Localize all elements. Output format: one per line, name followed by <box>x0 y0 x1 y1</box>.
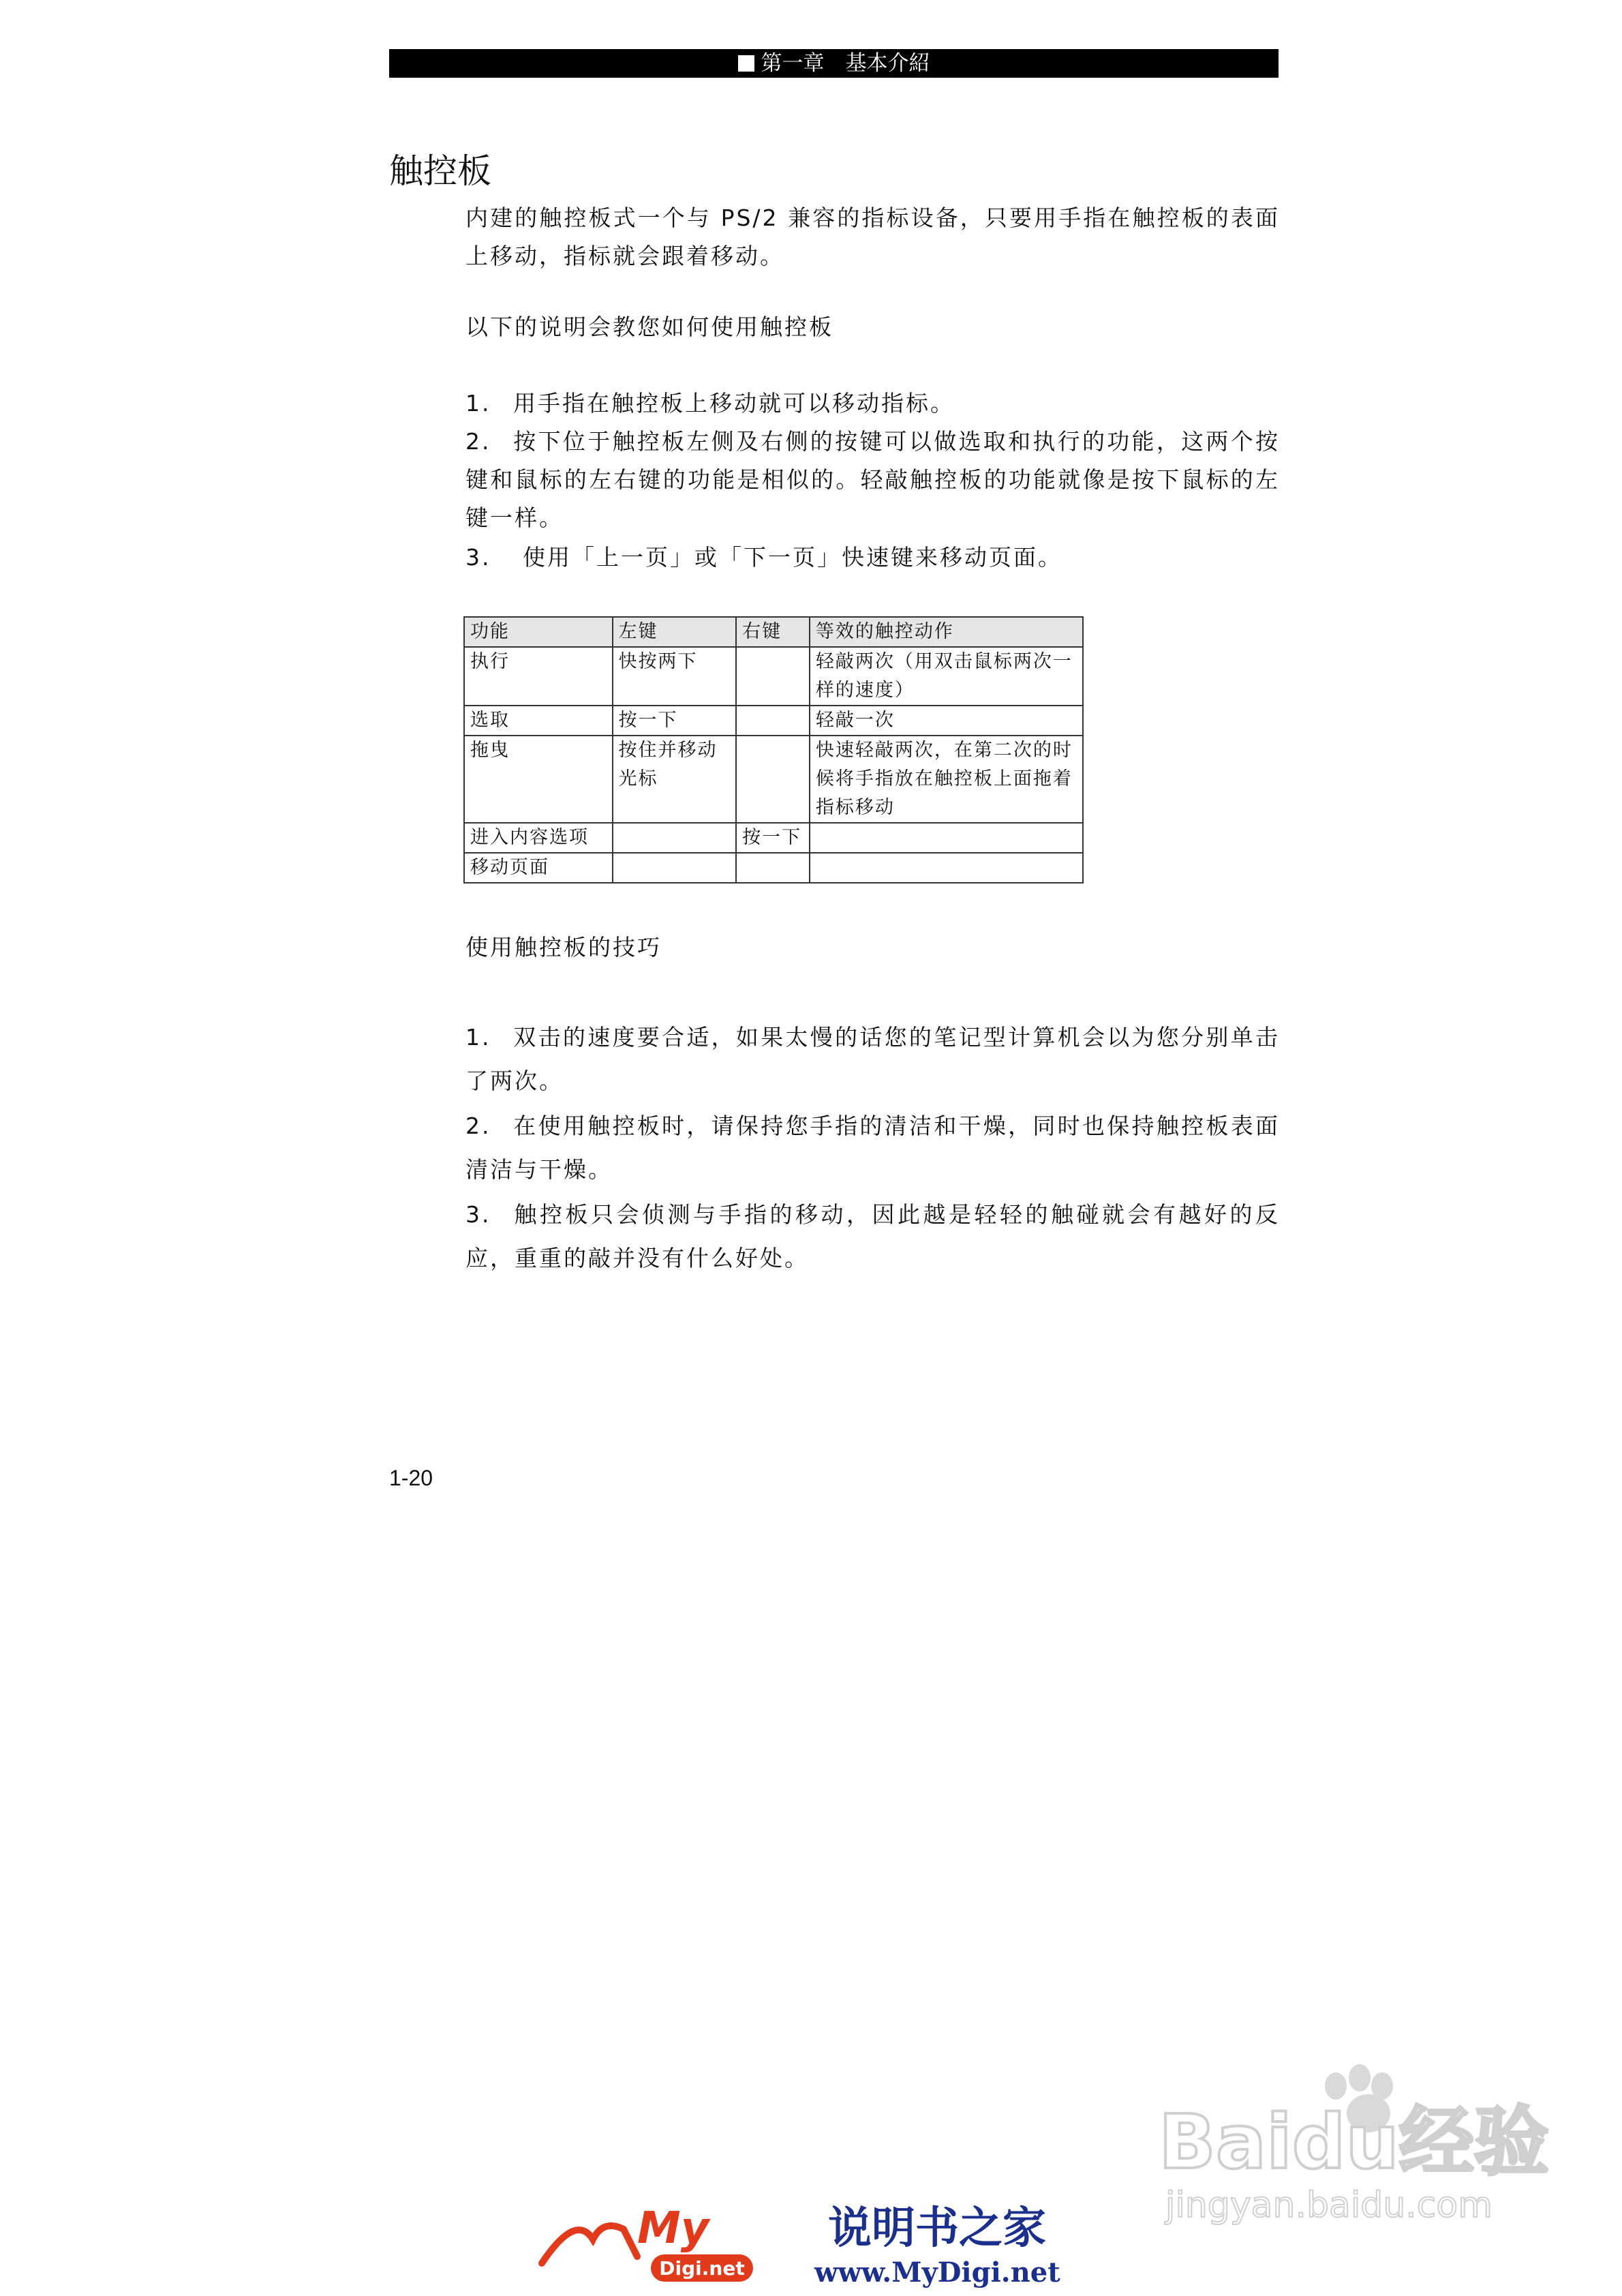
table-cell: 按住并移动光标 <box>613 736 737 823</box>
table-row <box>464 736 1083 823</box>
chapter-title: 第一章 基本介紹 <box>761 51 930 76</box>
list-text: 用手指在触控板上移动就可以移动指标。 <box>513 390 955 417</box>
table-cell <box>736 647 810 706</box>
table-header-cell: 右键 <box>736 617 810 647</box>
mydigi-badge-text: Digi.net <box>659 2257 745 2280</box>
intro-paragraph: 内建的触控板式一个与 PS/2 兼容的指标设备，只要用手指在触控板的表面上移动，指标就会跟着移动。 <box>465 205 1280 269</box>
list-number: 3. <box>465 544 491 571</box>
table-row <box>464 706 1083 736</box>
table-cell: 进入内容选项 <box>464 823 613 853</box>
table-cell: 按一下 <box>736 823 810 853</box>
mydigi-watermark-logo <box>535 2192 1128 2294</box>
list-text: 按下位于触控板左侧及右侧的按键可以做选取和执行的功能，这两个按键和鼠标的左右键的功能是相似的。轻敲触控板的功能就像是按下鼠标的左键一样。 <box>465 428 1280 531</box>
list-item <box>465 539 1280 577</box>
list-number: 1. <box>465 1024 491 1051</box>
table-row <box>464 647 1083 706</box>
table-cell: 快按两下 <box>613 647 737 706</box>
mydigi-logo-text: My <box>637 2203 709 2254</box>
table-cell: 轻敲两次（用双击鼠标两次一样的速度） <box>810 647 1083 706</box>
table-header-row <box>464 617 1083 647</box>
list-text: 触控板只会侦测与手指的移动，因此越是轻轻的触碰就会有越好的反应，重重的敲并没有什么好处。 <box>465 1201 1280 1271</box>
table-cell: 轻敲一次 <box>810 706 1083 736</box>
list-item <box>465 1016 1280 1103</box>
list-item <box>465 1193 1280 1280</box>
table-cell: 拖曳 <box>464 736 613 823</box>
list-text: 使用「上一页」或「下一页」快速键来移动页面。 <box>523 544 1062 571</box>
table-row <box>464 823 1083 853</box>
table-cell: 按一下 <box>613 706 737 736</box>
list-number: 2. <box>465 1113 491 1139</box>
mydigi-url: www.MyDigi.net <box>814 2256 1060 2289</box>
list-item <box>465 423 1280 537</box>
table-cell: 执行 <box>464 647 613 706</box>
table-cell: 快速轻敲两次，在第二次的时候将手指放在触控板上面拖着指标移动 <box>810 736 1083 823</box>
table-cell <box>736 706 810 736</box>
table-cell <box>736 853 810 883</box>
list-number: 3. <box>465 1201 491 1228</box>
table-cell: 移动页面 <box>464 853 613 883</box>
square-bullet-icon <box>738 55 754 72</box>
table-header-cell: 等效的触控动作 <box>810 617 1083 647</box>
usage-heading: 以下的说明会教您如何使用触控板 <box>465 314 833 340</box>
list-number: 1. <box>465 390 491 417</box>
baidu-watermark-logo <box>1152 2059 1561 2229</box>
section-title: 触控板 <box>389 151 491 191</box>
table-cell: 选取 <box>464 706 613 736</box>
baidu-logo-text: Baidu经验 <box>1159 2098 1549 2186</box>
table-cell <box>810 823 1083 853</box>
table-header-cell: 功能 <box>464 617 613 647</box>
table-cell <box>810 853 1083 883</box>
table-cell <box>736 736 810 823</box>
table-row <box>464 853 1083 883</box>
table-header-cell: 左键 <box>613 617 737 647</box>
list-text: 双击的速度要合适，如果太慢的话您的笔记型计算机会以为您分别单击了两次。 <box>465 1024 1280 1094</box>
touchpad-function-table <box>463 616 1084 883</box>
list-item <box>465 384 1280 423</box>
chapter-header-bar <box>389 49 1279 78</box>
baidu-url: jingyan.baidu.com <box>1165 2185 1493 2226</box>
list-item <box>465 1104 1280 1192</box>
mydigi-site-name: 说明书之家 <box>828 2203 1046 2254</box>
tips-heading: 使用触控板的技巧 <box>465 934 662 961</box>
table-cell <box>613 823 737 853</box>
table-cell <box>613 853 737 883</box>
list-number: 2. <box>465 428 491 455</box>
list-text: 在使用触控板时，请保持您手指的清洁和干燥，同时也保持触控板表面清洁与干燥。 <box>465 1113 1280 1183</box>
page-number: 1-20 <box>389 1466 433 1490</box>
